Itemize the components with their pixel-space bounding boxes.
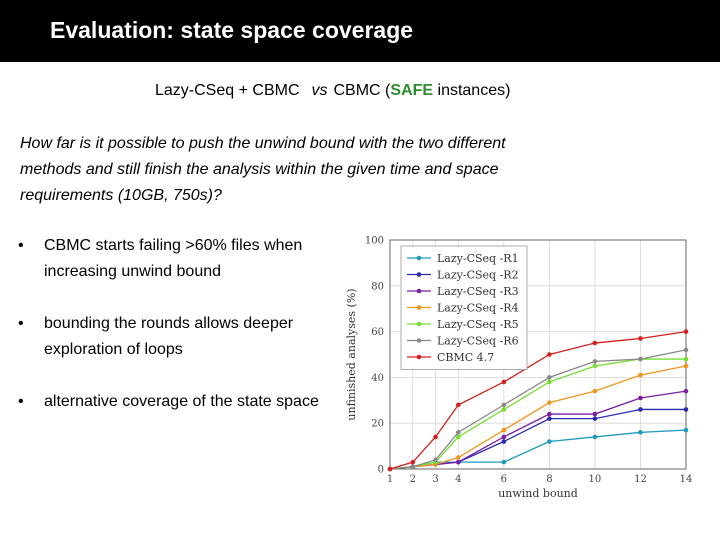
data-point (456, 403, 461, 408)
legend-label: Lazy-CSeq -R1 (437, 252, 519, 265)
data-point (638, 407, 643, 412)
x-axis-label: unwind bound (498, 487, 578, 500)
x-tick-label: 10 (588, 474, 602, 485)
bullet-marker: • (18, 237, 24, 254)
bullet-item (18, 389, 338, 415)
bullet-text: alternative coverage of the state space (44, 393, 319, 410)
data-point (547, 352, 552, 357)
legend-swatch-marker (417, 256, 422, 261)
data-point (593, 364, 598, 369)
chart-legend (401, 246, 527, 370)
data-point (593, 359, 598, 364)
y-tick-label: 60 (371, 327, 384, 339)
legend-swatch-marker (417, 305, 422, 310)
data-point (638, 336, 643, 341)
data-point (433, 458, 438, 463)
data-point (593, 341, 598, 346)
question-text: How far is it possible to push the unwind bound with the two different methods and still finish the analysis within the given time and space requirements (10GB, 750s)? (20, 135, 506, 204)
data-point (502, 380, 507, 385)
series-line (390, 391, 686, 469)
legend-label: Lazy-CSeq -R4 (437, 301, 519, 315)
legend-swatch-marker (417, 272, 422, 277)
data-point (684, 389, 689, 394)
data-point (456, 455, 461, 460)
data-point (502, 407, 507, 412)
legend-label: Lazy-CSeq -R3 (437, 285, 519, 298)
legend-swatch-marker (417, 289, 422, 294)
data-point (638, 373, 643, 378)
y-tick-label: 40 (371, 372, 384, 384)
slide-title: Evaluation: state space coverage (50, 17, 414, 43)
bullet-text: CBMC starts failing >60% files when increasing unwind bound (44, 237, 303, 280)
x-tick-label: 1 (386, 474, 394, 485)
data-point (684, 428, 689, 433)
data-point (593, 416, 598, 421)
y-tick-label: 0 (377, 464, 384, 476)
x-tick-label: 8 (546, 474, 553, 485)
data-point (547, 400, 552, 405)
data-point (638, 396, 643, 401)
data-point (502, 460, 507, 465)
coverage-chart (335, 228, 705, 508)
data-point (593, 435, 598, 440)
data-point (593, 389, 598, 394)
data-point (433, 435, 438, 440)
data-point (456, 435, 461, 440)
y-tick-label: 80 (371, 281, 384, 293)
x-tick-label: 14 (679, 474, 693, 485)
data-point (502, 403, 507, 408)
legend-swatch-marker (417, 338, 422, 343)
data-point (388, 467, 393, 472)
data-point (638, 430, 643, 435)
data-point (410, 460, 415, 465)
series-line (390, 366, 686, 469)
x-tick-label: 4 (455, 474, 462, 485)
subtitle (155, 82, 510, 100)
legend-label: Lazy-CSeq -R6 (437, 334, 519, 348)
data-point (456, 460, 461, 465)
x-tick-label: 2 (409, 474, 416, 485)
data-point (684, 348, 689, 353)
subtitle-left: Lazy-CSeq + CBMC (155, 82, 300, 99)
bullet-marker: • (18, 393, 24, 410)
y-axis-label: unfinished analyses (%) (345, 288, 358, 421)
legend-swatch-marker (417, 322, 422, 327)
legend-label: Lazy-CSeq -R2 (437, 268, 519, 282)
data-point (502, 428, 507, 433)
y-tick-label: 20 (371, 418, 384, 430)
x-tick-label: 6 (500, 474, 508, 485)
bullet-list (18, 233, 338, 441)
data-point (684, 357, 689, 362)
data-point (547, 416, 552, 421)
data-point (410, 464, 415, 469)
bullet-text: bounding the rounds allows deeper exploration of loops (44, 315, 294, 358)
bullet-marker: • (18, 315, 24, 332)
legend-label: CBMC 4.7 (437, 351, 495, 364)
y-tick-label: 100 (364, 235, 384, 247)
subtitle-right-suffix: instances) (433, 82, 511, 99)
data-point (547, 380, 552, 385)
data-point (593, 412, 598, 417)
data-point (684, 407, 689, 412)
bullet-item (18, 311, 338, 363)
title-bar (0, 0, 720, 62)
data-point (684, 364, 689, 369)
data-point (456, 430, 461, 435)
subtitle-right-prefix: CBMC ( (333, 82, 391, 99)
x-tick-label: 12 (634, 474, 647, 485)
data-point (684, 329, 689, 334)
data-point (547, 375, 552, 380)
legend-swatch-marker (417, 355, 422, 360)
bullet-item (18, 233, 338, 285)
data-point (502, 439, 507, 444)
data-point (502, 435, 507, 440)
data-point (547, 439, 552, 444)
legend-label: Lazy-CSeq -R5 (437, 318, 519, 331)
data-point (638, 357, 643, 362)
subtitle-safe: SAFE (390, 82, 434, 99)
x-tick-label: 3 (432, 474, 439, 485)
subtitle-vs: vs (311, 82, 328, 99)
data-point (547, 412, 552, 417)
